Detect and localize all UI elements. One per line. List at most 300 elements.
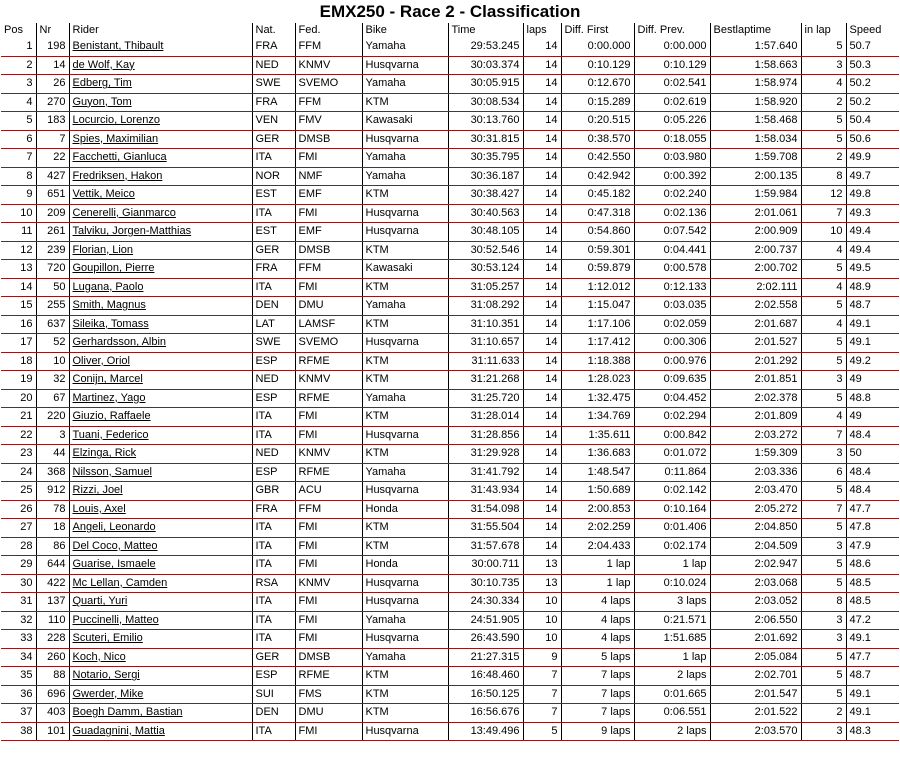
cell-diff-prev: 1 lap <box>634 648 710 667</box>
cell-rider[interactable]: Quarti, Yuri <box>69 593 252 612</box>
cell-bestlaptime: 2:01.527 <box>710 334 801 353</box>
cell-in-lap: 4 <box>801 241 846 260</box>
cell-rider[interactable]: Guadagnini, Mattia <box>69 722 252 741</box>
cell-diff-prev: 0:03.980 <box>634 149 710 168</box>
cell-rider[interactable]: Cenerelli, Gianmarco <box>69 204 252 223</box>
table-row <box>1 278 899 297</box>
cell-diff-first: 1:17.106 <box>561 315 634 334</box>
cell-diff-first: 0:38.570 <box>561 130 634 149</box>
table-row <box>1 130 899 149</box>
cell-nr: 22 <box>36 149 69 168</box>
cell-pos: 26 <box>1 500 36 519</box>
cell-fed: FMI <box>295 204 362 223</box>
table-row <box>1 75 899 94</box>
cell-fed: EMF <box>295 223 362 242</box>
cell-in-lap: 2 <box>801 149 846 168</box>
cell-diff-first: 0:59.879 <box>561 260 634 279</box>
cell-rider[interactable]: Rizzi, Joel <box>69 482 252 501</box>
cell-rider[interactable]: Benistant, Thibault <box>69 38 252 56</box>
cell-bike: KTM <box>362 315 448 334</box>
cell-fed: FMI <box>295 556 362 575</box>
cell-bestlaptime: 2:01.292 <box>710 352 801 371</box>
cell-speed: 50 <box>846 445 899 464</box>
cell-nr: 14 <box>36 56 69 75</box>
cell-nr: 101 <box>36 722 69 741</box>
cell-speed: 49.3 <box>846 204 899 223</box>
cell-in-lap: 5 <box>801 482 846 501</box>
cell-nat: ESP <box>252 389 295 408</box>
cell-laps: 14 <box>523 186 561 205</box>
cell-diff-first: 0:59.301 <box>561 241 634 260</box>
table-row <box>1 704 899 723</box>
cell-laps: 14 <box>523 278 561 297</box>
cell-fed: KNMV <box>295 574 362 593</box>
table-row <box>1 315 899 334</box>
table-row <box>1 149 899 168</box>
cell-bike: Yamaha <box>362 648 448 667</box>
cell-time: 31:41.792 <box>448 463 523 482</box>
cell-pos: 14 <box>1 278 36 297</box>
cell-diff-first: 0:42.550 <box>561 149 634 168</box>
cell-bestlaptime: 2:02.558 <box>710 297 801 316</box>
cell-pos: 25 <box>1 482 36 501</box>
cell-bike: Yamaha <box>362 463 448 482</box>
cell-laps: 14 <box>523 445 561 464</box>
cell-nat: FRA <box>252 38 295 56</box>
cell-fed: DMSB <box>295 130 362 149</box>
cell-speed: 49.1 <box>846 630 899 649</box>
cell-pos: 2 <box>1 56 36 75</box>
cell-rider[interactable]: Puccinelli, Matteo <box>69 611 252 630</box>
cell-fed: RFME <box>295 389 362 408</box>
cell-pos: 13 <box>1 260 36 279</box>
cell-fed: ACU <box>295 482 362 501</box>
cell-speed: 49.7 <box>846 167 899 186</box>
cell-diff-first: 7 laps <box>561 667 634 686</box>
cell-fed: RFME <box>295 667 362 686</box>
cell-rider[interactable]: Angeli, Leonardo <box>69 519 252 538</box>
cell-bestlaptime: 2:01.687 <box>710 315 801 334</box>
cell-in-lap: 5 <box>801 297 846 316</box>
cell-nat: DEN <box>252 297 295 316</box>
cell-diff-first: 2:00.853 <box>561 500 634 519</box>
cell-bestlaptime: 2:01.851 <box>710 371 801 390</box>
cell-in-lap: 3 <box>801 371 846 390</box>
cell-pos: 5 <box>1 112 36 131</box>
cell-nr: 137 <box>36 593 69 612</box>
cell-pos: 24 <box>1 463 36 482</box>
table-row <box>1 722 899 741</box>
cell-nat: ESP <box>252 667 295 686</box>
cell-diff-first: 0:10.129 <box>561 56 634 75</box>
cell-pos: 10 <box>1 204 36 223</box>
cell-time: 31:43.934 <box>448 482 523 501</box>
table-row <box>1 537 899 556</box>
cell-fed: FFM <box>295 38 362 56</box>
column-header-diff-first: Diff. First <box>561 23 634 38</box>
cell-rider[interactable]: Martinez, Yago <box>69 389 252 408</box>
cell-pos: 4 <box>1 93 36 112</box>
table-row <box>1 371 899 390</box>
cell-speed: 49.1 <box>846 334 899 353</box>
cell-in-lap: 5 <box>801 334 846 353</box>
cell-bestlaptime: 2:02.701 <box>710 667 801 686</box>
cell-fed: FMI <box>295 593 362 612</box>
table-row <box>1 297 899 316</box>
cell-rider[interactable]: Conijn, Marcel <box>69 371 252 390</box>
table-row <box>1 38 899 56</box>
cell-diff-prev: 3 laps <box>634 593 710 612</box>
cell-in-lap: 3 <box>801 630 846 649</box>
cell-laps: 14 <box>523 371 561 390</box>
cell-nr: 255 <box>36 297 69 316</box>
cell-in-lap: 2 <box>801 93 846 112</box>
cell-rider[interactable]: Tuani, Federico <box>69 426 252 445</box>
cell-time: 31:28.856 <box>448 426 523 445</box>
column-header-nat: Nat. <box>252 23 295 38</box>
cell-pos: 27 <box>1 519 36 538</box>
cell-nr: 110 <box>36 611 69 630</box>
cell-in-lap: 3 <box>801 611 846 630</box>
cell-bike: Honda <box>362 500 448 519</box>
cell-rider[interactable]: Locurcio, Lorenzo <box>69 112 252 131</box>
cell-speed: 50.3 <box>846 56 899 75</box>
cell-speed: 48.7 <box>846 667 899 686</box>
cell-time: 30:31.815 <box>448 130 523 149</box>
cell-rider[interactable]: Goupillon, Pierre <box>69 260 252 279</box>
cell-diff-prev: 0:10.024 <box>634 574 710 593</box>
cell-speed: 48.9 <box>846 278 899 297</box>
cell-diff-prev: 0:02.174 <box>634 537 710 556</box>
cell-bike: Yamaha <box>362 149 448 168</box>
cell-diff-first: 4 laps <box>561 593 634 612</box>
cell-nat: VEN <box>252 112 295 131</box>
cell-diff-prev: 0:18.055 <box>634 130 710 149</box>
cell-diff-first: 0:42.942 <box>561 167 634 186</box>
cell-pos: 23 <box>1 445 36 464</box>
table-row <box>1 593 899 612</box>
column-header-pos: Pos <box>4 24 23 36</box>
cell-speed: 49.9 <box>846 149 899 168</box>
cell-rider[interactable]: Florian, Lion <box>69 241 252 260</box>
cell-rider[interactable]: Del Coco, Matteo <box>69 537 252 556</box>
cell-diff-first: 7 laps <box>561 704 634 723</box>
table-header <box>1 23 899 38</box>
cell-speed: 47.2 <box>846 611 899 630</box>
cell-nat: DEN <box>252 704 295 723</box>
cell-nr: 239 <box>36 241 69 260</box>
cell-in-lap: 5 <box>801 648 846 667</box>
table-row <box>1 611 899 630</box>
cell-bike: Husqvarna <box>362 630 448 649</box>
cell-time: 30:48.105 <box>448 223 523 242</box>
cell-bike: KTM <box>362 537 448 556</box>
cell-pos: 29 <box>1 556 36 575</box>
cell-bike: Husqvarna <box>362 593 448 612</box>
cell-laps: 7 <box>523 667 561 686</box>
cell-pos: 33 <box>1 630 36 649</box>
cell-diff-first: 1:48.547 <box>561 463 634 482</box>
cell-bestlaptime: 2:01.522 <box>710 704 801 723</box>
cell-bike: Honda <box>362 556 448 575</box>
table-row <box>1 389 899 408</box>
cell-laps: 14 <box>523 519 561 538</box>
cell-diff-prev: 0:10.164 <box>634 500 710 519</box>
cell-in-lap: 5 <box>801 38 846 56</box>
cell-time: 16:50.125 <box>448 685 523 704</box>
cell-rider[interactable]: Spies, Maximilian <box>69 130 252 149</box>
cell-time: 21:27.315 <box>448 648 523 667</box>
cell-diff-first: 4 laps <box>561 611 634 630</box>
cell-pos: 6 <box>1 130 36 149</box>
cell-rider[interactable]: Talviku, Jorgen-Matthias <box>69 223 252 242</box>
cell-fed: FMI <box>295 611 362 630</box>
cell-time: 31:28.014 <box>448 408 523 427</box>
cell-bestlaptime: 2:02.111 <box>710 278 801 297</box>
table-row <box>1 500 899 519</box>
cell-diff-prev: 0:00.392 <box>634 167 710 186</box>
cell-nat: NED <box>252 371 295 390</box>
cell-nat: ITA <box>252 722 295 741</box>
cell-laps: 5 <box>523 722 561 741</box>
cell-rider[interactable]: Smith, Magnus <box>69 297 252 316</box>
cell-laps: 14 <box>523 500 561 519</box>
cell-in-lap: 12 <box>801 186 846 205</box>
cell-fed: FFM <box>295 500 362 519</box>
cell-diff-prev: 0:00.976 <box>634 352 710 371</box>
cell-in-lap: 4 <box>801 315 846 334</box>
cell-diff-first: 1:17.412 <box>561 334 634 353</box>
cell-laps: 9 <box>523 648 561 667</box>
table-row <box>1 167 899 186</box>
cell-pos: 15 <box>1 297 36 316</box>
cell-diff-first: 0:00.000 <box>561 38 634 56</box>
cell-fed: DMSB <box>295 648 362 667</box>
cell-bike: Yamaha <box>362 38 448 56</box>
cell-laps: 10 <box>523 611 561 630</box>
cell-nat: ITA <box>252 630 295 649</box>
cell-fed: SVEMO <box>295 75 362 94</box>
cell-rider[interactable]: Oliver, Oriol <box>69 352 252 371</box>
cell-nat: GER <box>252 241 295 260</box>
table-row <box>1 408 899 427</box>
cell-diff-prev: 0:09.635 <box>634 371 710 390</box>
cell-rider[interactable]: Notario, Sergi <box>69 667 252 686</box>
cell-bike: Yamaha <box>362 611 448 630</box>
column-header-bike: Bike <box>362 23 448 38</box>
cell-rider[interactable]: Sileika, Tomass <box>69 315 252 334</box>
cell-diff-first: 2:04.433 <box>561 537 634 556</box>
cell-pos: 20 <box>1 389 36 408</box>
cell-time: 30:52.546 <box>448 241 523 260</box>
cell-diff-prev: 0:10.129 <box>634 56 710 75</box>
column-header-bestlaptime: Bestlaptime <box>710 23 801 38</box>
cell-bestlaptime: 1:59.708 <box>710 149 801 168</box>
cell-laps: 10 <box>523 630 561 649</box>
cell-diff-prev: 0:06.551 <box>634 704 710 723</box>
column-header-nr: Nr <box>36 23 69 38</box>
table-row <box>1 223 899 242</box>
cell-nr: 427 <box>36 167 69 186</box>
cell-rider[interactable]: Gwerder, Mike <box>69 685 252 704</box>
cell-fed: FMS <box>295 685 362 704</box>
cell-diff-prev: 0:03.035 <box>634 297 710 316</box>
cell-diff-prev: 0:02.136 <box>634 204 710 223</box>
cell-rider[interactable]: Giuzio, Raffaele <box>69 408 252 427</box>
cell-nr: 368 <box>36 463 69 482</box>
cell-diff-first: 1 lap <box>561 556 634 575</box>
cell-in-lap: 5 <box>801 352 846 371</box>
cell-fed: FMI <box>295 278 362 297</box>
cell-time: 26:43.590 <box>448 630 523 649</box>
cell-fed: FFM <box>295 260 362 279</box>
cell-rider[interactable]: Nilsson, Samuel <box>69 463 252 482</box>
cell-in-lap: 5 <box>801 130 846 149</box>
cell-in-lap: 5 <box>801 519 846 538</box>
cell-time: 31:08.292 <box>448 297 523 316</box>
cell-speed: 48.4 <box>846 463 899 482</box>
cell-laps: 14 <box>523 149 561 168</box>
cell-diff-first: 1:18.388 <box>561 352 634 371</box>
cell-time: 30:13.760 <box>448 112 523 131</box>
cell-nat: ITA <box>252 204 295 223</box>
cell-bike: Husqvarna <box>362 56 448 75</box>
cell-in-lap: 5 <box>801 260 846 279</box>
cell-rider[interactable]: Facchetti, Gianluca <box>69 149 252 168</box>
cell-time: 30:08.534 <box>448 93 523 112</box>
cell-rider[interactable]: Koch, Nico <box>69 648 252 667</box>
cell-laps: 14 <box>523 408 561 427</box>
classification-table <box>1 23 899 741</box>
cell-nat: FRA <box>252 260 295 279</box>
cell-in-lap: 5 <box>801 667 846 686</box>
cell-time: 30:00.711 <box>448 556 523 575</box>
column-header-laps: laps <box>523 23 561 38</box>
cell-rider[interactable]: de Wolf, Kay <box>69 56 252 75</box>
cell-diff-prev: 0:02.294 <box>634 408 710 427</box>
cell-pos: 11 <box>1 223 36 242</box>
cell-diff-prev: 0:01.072 <box>634 445 710 464</box>
table-body <box>1 38 899 741</box>
cell-rider[interactable]: Elzinga, Rick <box>69 445 252 464</box>
cell-pos: 17 <box>1 334 36 353</box>
cell-speed: 48.5 <box>846 593 899 612</box>
cell-rider[interactable]: Louis, Axel <box>69 500 252 519</box>
cell-pos: 36 <box>1 685 36 704</box>
cell-diff-first: 0:15.289 <box>561 93 634 112</box>
cell-pos: 1 <box>1 38 36 56</box>
cell-bestlaptime: 2:03.336 <box>710 463 801 482</box>
cell-diff-prev: 2 laps <box>634 722 710 741</box>
cell-speed: 49.4 <box>846 241 899 260</box>
cell-nat: GBR <box>252 482 295 501</box>
cell-nr: 32 <box>36 371 69 390</box>
cell-diff-first: 0:54.860 <box>561 223 634 242</box>
cell-time: 30:03.374 <box>448 56 523 75</box>
cell-fed: DMSB <box>295 241 362 260</box>
cell-in-lap: 7 <box>801 500 846 519</box>
table-row <box>1 463 899 482</box>
table-row <box>1 667 899 686</box>
cell-diff-first: 0:12.670 <box>561 75 634 94</box>
cell-diff-prev: 0:01.406 <box>634 519 710 538</box>
cell-bestlaptime: 2:05.084 <box>710 648 801 667</box>
cell-fed: FFM <box>295 93 362 112</box>
cell-rider[interactable]: Boegh Damm, Bastian <box>69 704 252 723</box>
cell-rider[interactable]: Guarise, Ismaele <box>69 556 252 575</box>
cell-rider[interactable]: Mc Lellan, Camden <box>69 574 252 593</box>
cell-diff-first: 1 lap <box>561 574 634 593</box>
cell-speed: 48.6 <box>846 556 899 575</box>
cell-rider[interactable]: Fredriksen, Hakon <box>69 167 252 186</box>
cell-diff-prev: 0:02.541 <box>634 75 710 94</box>
cell-diff-prev: 2 laps <box>634 667 710 686</box>
cell-fed: FMI <box>295 537 362 556</box>
cell-bike: Kawasaki <box>362 260 448 279</box>
cell-bestlaptime: 1:59.984 <box>710 186 801 205</box>
cell-speed: 47.7 <box>846 500 899 519</box>
cell-bike: KTM <box>362 445 448 464</box>
cell-time: 31:54.098 <box>448 500 523 519</box>
cell-bike: Yamaha <box>362 167 448 186</box>
cell-time: 31:57.678 <box>448 537 523 556</box>
cell-nr: 50 <box>36 278 69 297</box>
cell-nr: 220 <box>36 408 69 427</box>
cell-rider[interactable]: Gerhardsson, Albin <box>69 334 252 353</box>
cell-speed: 50.2 <box>846 75 899 94</box>
cell-bestlaptime: 1:58.663 <box>710 56 801 75</box>
cell-fed: DMU <box>295 297 362 316</box>
cell-bestlaptime: 2:04.509 <box>710 537 801 556</box>
cell-bestlaptime: 2:01.809 <box>710 408 801 427</box>
cell-nat: ITA <box>252 278 295 297</box>
cell-nr: 422 <box>36 574 69 593</box>
cell-rider[interactable]: Vettik, Meico <box>69 186 252 205</box>
cell-nr: 7 <box>36 130 69 149</box>
cell-rider[interactable]: Guyon, Tom <box>69 93 252 112</box>
cell-bestlaptime: 2:03.570 <box>710 722 801 741</box>
cell-nat: SWE <box>252 75 295 94</box>
cell-bike: Yamaha <box>362 75 448 94</box>
cell-pos: 34 <box>1 648 36 667</box>
cell-nr: 3 <box>36 426 69 445</box>
table-row <box>1 112 899 131</box>
cell-rider[interactable]: Lugana, Paolo <box>69 278 252 297</box>
cell-laps: 14 <box>523 352 561 371</box>
cell-diff-first: 1:34.769 <box>561 408 634 427</box>
cell-nr: 88 <box>36 667 69 686</box>
cell-rider[interactable]: Scuteri, Emilio <box>69 630 252 649</box>
cell-bike: Yamaha <box>362 297 448 316</box>
cell-bestlaptime: 1:58.468 <box>710 112 801 131</box>
cell-rider[interactable]: Edberg, Tim <box>69 75 252 94</box>
cell-pos: 18 <box>1 352 36 371</box>
cell-bestlaptime: 2:01.692 <box>710 630 801 649</box>
cell-bike: Husqvarna <box>362 204 448 223</box>
cell-pos: 16 <box>1 315 36 334</box>
table-row <box>1 445 899 464</box>
cell-in-lap: 5 <box>801 574 846 593</box>
cell-in-lap: 6 <box>801 463 846 482</box>
cell-nr: 261 <box>36 223 69 242</box>
cell-in-lap: 4 <box>801 75 846 94</box>
cell-laps: 14 <box>523 130 561 149</box>
cell-laps: 14 <box>523 93 561 112</box>
cell-nr: 18 <box>36 519 69 538</box>
cell-bike: KTM <box>362 352 448 371</box>
cell-diff-prev: 0:02.059 <box>634 315 710 334</box>
cell-speed: 49.2 <box>846 352 899 371</box>
